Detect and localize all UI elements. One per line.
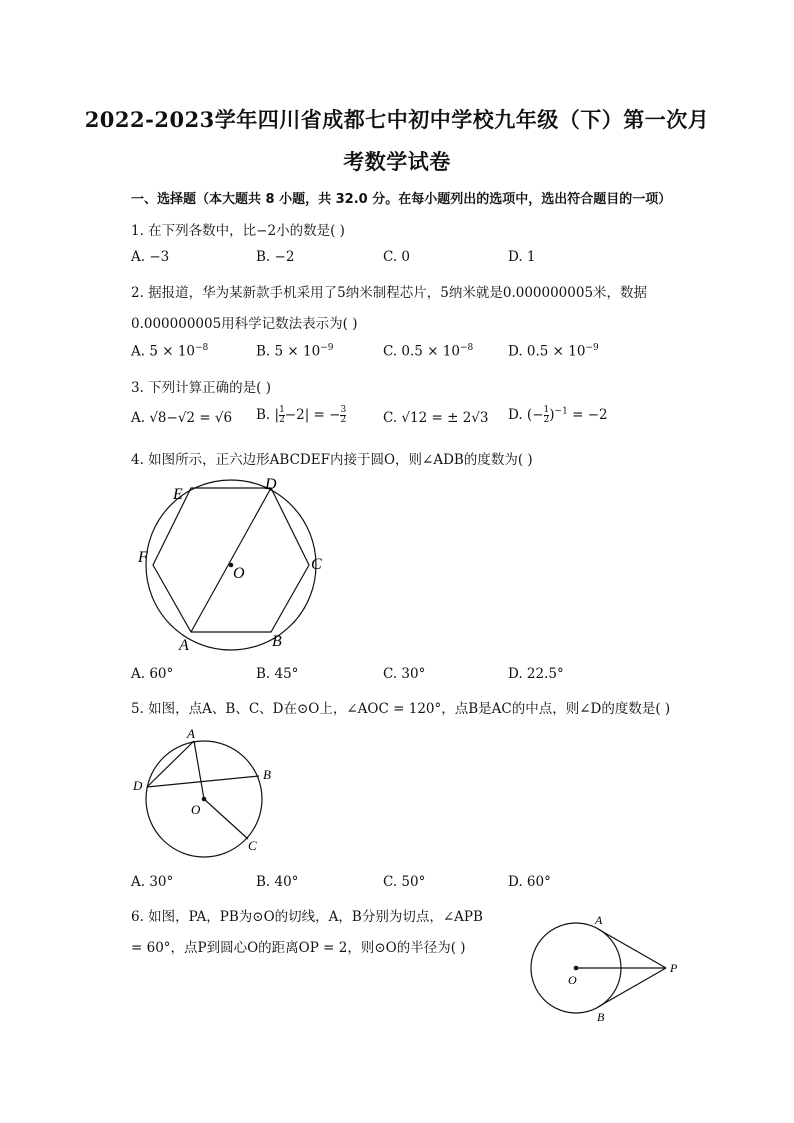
question-3-option-b: B. | $\frac{1}{2}$ −2| = − $\frac{3}{2}$ (256, 405, 347, 425)
label-c: C (311, 556, 322, 573)
question-2-option-c: C. $0.5 \times 10^{-8}$ (383, 343, 474, 360)
question-3-option-a: A. √8−√2 = √6 (131, 410, 233, 426)
question-1-option-c: C. 0 (383, 249, 411, 265)
label-d: D (265, 476, 277, 493)
question-2-option-a: A. $5 \times 10^{-8}$ (131, 343, 209, 360)
label-c: C (248, 838, 257, 853)
question-6-stem-line2: = 60°，点P到圆心O的距离OP = 2，则⊙O的半径为( ) (131, 940, 466, 956)
label-b: B (597, 1010, 605, 1024)
label-p: P (670, 961, 678, 975)
label-a: A (595, 913, 603, 927)
question-2-stem-line2: 0.000000005用科学记数法表示为( ) (131, 316, 358, 332)
exam-title-line2: 考数学试卷 (343, 149, 451, 174)
label-f: F (138, 549, 148, 566)
label-d: D (133, 778, 143, 793)
question-1-option-b: B. −2 (256, 249, 295, 265)
question-4-option-d: D. 22.5° (508, 666, 564, 682)
section-heading: 一、选择题（本大题共 8 小题，共 32.0 分。在每小题列出的选项中，选出符合题目的一项） (131, 192, 672, 207)
question-3-stem: 3. 下列计算正确的是( ) (131, 380, 271, 396)
question-4-option-c: C. 30° (383, 666, 426, 682)
tangent-figure-q6 (525, 908, 695, 1026)
segment-ad (191, 488, 271, 632)
question-6-stem-line1: 6. 如图，PA，PB为⊙O的切线，A，B分别为切点，∠APB (131, 909, 483, 925)
label-o: O (233, 565, 245, 582)
question-1-option-d: D. 1 (508, 249, 536, 265)
segment-db (147, 776, 259, 787)
label-a: A (179, 637, 189, 654)
question-5-option-c: C. 50° (383, 874, 426, 890)
question-4-option-b: B. 45° (256, 666, 299, 682)
question-2-stem-line1: 2. 据报道，华为某新款手机采用了5纳米制程芯片，5纳米就是0.000000005米，数据 (131, 285, 648, 301)
question-4-stem: 4. 如图所示，正六边形ABCDEF内接于圆O，则∠ADB的度数为( ) (131, 452, 533, 468)
question-5-option-a: A. 30° (131, 874, 174, 890)
question-3-option-c: C. √12 = ± 2√3 (383, 410, 489, 426)
label-o: O (568, 973, 577, 987)
tangent-pb (598, 968, 666, 1007)
question-1-option-a: A. −3 (131, 249, 170, 265)
segment-oa (194, 741, 204, 799)
question-3-option-d: D. (− $\frac{1}{2}$ )$^{-1}$ = −2 (508, 405, 608, 425)
exam-title-line1: 2022-2023学年四川省成都七中初中学校九年级（下）第一次月 (84, 107, 710, 132)
label-e: E (173, 486, 183, 503)
tangent-pa (598, 929, 666, 968)
point-o (202, 797, 207, 802)
segment-da (147, 741, 194, 787)
question-1-stem: 1. 在下列各数中，比−2小的数是( ) (131, 223, 345, 239)
label-b: B (272, 633, 282, 650)
label-b: B (263, 767, 271, 782)
hexagon-figure (131, 470, 331, 660)
question-5-option-b: B. 40° (256, 874, 299, 890)
label-o: O (191, 802, 201, 817)
question-2-option-b: B. $5 \times 10^{-9}$ (256, 343, 334, 360)
question-2-option-d: D. $0.5 \times 10^{-9}$ (508, 343, 599, 360)
circle-figure-q5 (131, 724, 291, 864)
segment-oc (204, 799, 248, 839)
question-5-stem: 5. 如图，点A、B、C、D在⊙O上，∠AOC = 120°，点B是AC的中点，则∠D的度数是( ) (131, 701, 671, 717)
label-a: A (187, 726, 195, 741)
point-o (574, 966, 579, 971)
question-4-option-a: A. 60° (131, 666, 174, 682)
question-5-option-d: D. 60° (508, 874, 551, 890)
